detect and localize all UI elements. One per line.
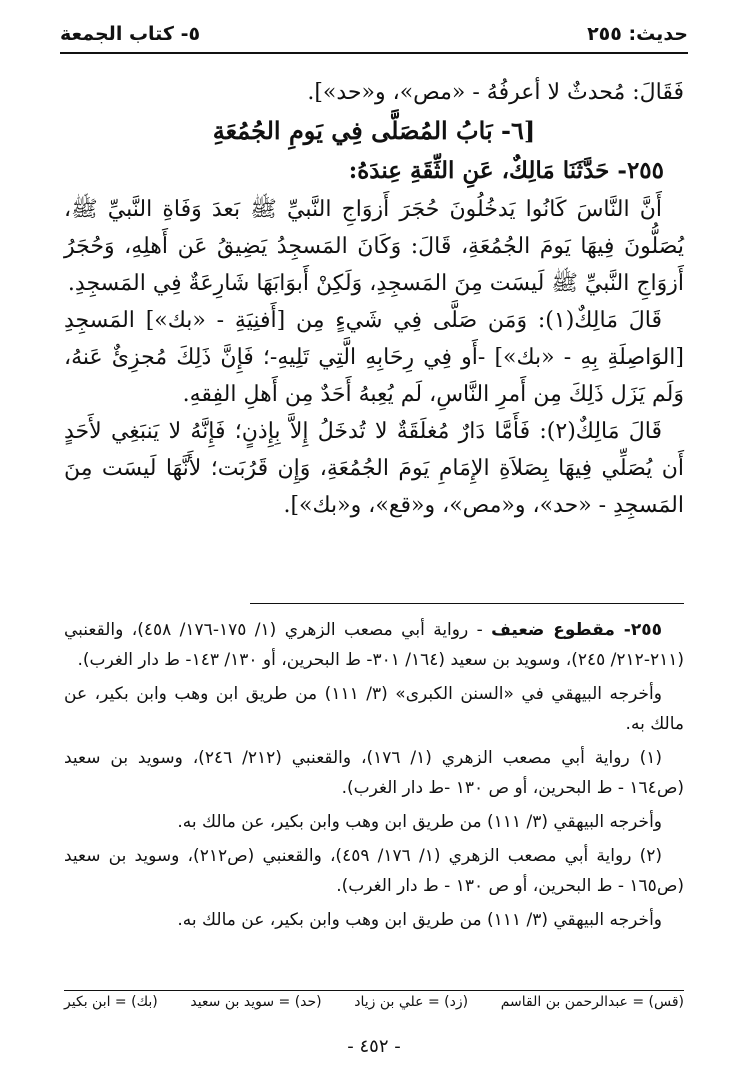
abbreviation-item: (بك) = ابن بكير [64, 994, 158, 1010]
abbreviation-rule [64, 990, 684, 991]
footnote-bayhaqi-1: وأخرجه البيهقي في «السنن الكبرى» (٣/ ١١١) من طريق ابن وهب وابن بكير، عن مالك به. [64, 684, 684, 734]
footnotes [64, 615, 684, 939]
page-number: - ٤٥٢ - [347, 1036, 401, 1057]
main-text [64, 74, 684, 524]
footnote-1: (١) رواية أبي مصعب الزهري (١/ ١٧٦)، والقعنبي (٢١٢/ ٢٤٦)، وسويد بن سعيد (ص١٦٤ - ط البحرين، أو ص ١٣٠ -ط دار الغرب). [64, 748, 684, 798]
footnote-bayhaqi-2: وأخرجه البيهقي (٣/ ١١١) من طريق ابن وهب وابن بكير، عن مالك به. [177, 812, 662, 832]
footnote-rule [250, 603, 684, 604]
malik-comment-1: قَالَ مَالِكٌ(١): وَمَن صَلَّى فِي شَيءٍ مِن [أَفنِيَةِ - «بك»] المَسجِدِ [الوَاصِلَةِ بِهِ - «بك»] -أَو فِي رِحَابِهِ الَّتِي تَلِيهِ-؛ فَإِنَّ ذَلِكَ مُجزِئٌ عَنهُ، وَلَم يَزَل ذَلِكَ مِن أَمرِ النَّاسِ، لَم يُعِبهُ أَحَدٌ مِن أَهلِ الفِقهِ. [64, 308, 684, 407]
book-title-header: ٥- كتاب الجمعة [60, 23, 201, 45]
chapter-heading: [٦- بَابُ المُصَلَّى فِي يَومِ الجُمُعَةِ [212, 116, 536, 145]
malik-comment-2: قَالَ مَالِكٌ(٢): فَأَمَّا دَارٌ مُغلَقَةٌ لا تُدخَلُ إِلاَّ بِإِذنٍ؛ فَإِنَّهُ لا يَنبَغِي لأَحَدٍ أَن يُصَلِّي فِيهَا بِصَلاَةِ الإِمَامِ يَومَ الجُمُعَةِ، وَإِن قَرُبَت؛ لأَنَّهَا لَيسَت مِنَ المَسجِدِ - «حد»، و«مص»، و«قع»، و«بك»]. [64, 419, 684, 518]
abbreviation-item: (زد) = علي بن زياد [354, 994, 469, 1010]
footnote-takhrij [64, 615, 684, 675]
takhrij-grade: ٢٥٥- مقطوع ضعيف [491, 620, 662, 640]
takhrij-sources: - رواية أبي مصعب الزهري (١/ ١٧٥-١٧٦/ ٤٥٨)، والقعنبي (٢١١-٢١٢/ ٢٤٥)، وسويد بن سعيد (١٦٤/ ٣٠١- ط البحرين، أو ١٣٠/ ١٤٣- ط دار الغرب). [64, 620, 684, 670]
running-header [60, 18, 688, 50]
hadith-number-header: حديث: ٢٥٥ [587, 23, 688, 45]
abbreviation-item: (قس) = عبدالرحمن بن القاسم [500, 994, 684, 1010]
abbreviation-item: (حد) = سويد بن سعيد [190, 994, 322, 1010]
paragraph-1: فَقَالَ: مُحدثٌ لا أعرفُهُ - «مص»، و«حد»]. [307, 80, 684, 105]
footnote-2: (٢) رواية أبي مصعب الزهري (١/ ١٧٦/ ٤٥٩)، والقعنبي (ص٢١٢)، وسويد بن سعيد (ص١٦٥ - ط البحرين، أو ص ١٣٠ - ط دار الغرب). [64, 846, 684, 896]
abbreviation-key [64, 994, 684, 1010]
hadith-text: أَنَّ النَّاسَ كَانُوا يَدخُلُونَ حُجَرَ أَزوَاجِ النَّبيِّ ﷺ بَعدَ وَفَاةِ النَّبيِّ ﷺ، يُصَلُّونَ فِيهَا يَومَ الجُمُعَةِ، قَالَ: وَكَانَ المَسجِدُ يَضِيقُ عَن أَهلِهِ، وَحُجَرُ أَزوَاجِ النَّبيِّ ﷺ لَيسَت مِنَ المَسجِدِ، وَلَكِنْ أَبوَابَهَا شَارِعَةٌ فِي المَسجِدِ. [64, 197, 684, 296]
hadith-heading: ٢٥٥- حَدَّثَنَا مَالِكٌ، عَنِ الثِّقَةِ عِندَهُ: [348, 157, 664, 184]
footnote-bayhaqi-3: وأخرجه البيهقي (٣/ ١١١) من طريق ابن وهب وابن بكير، عن مالك به. [177, 910, 662, 930]
header-rule [60, 52, 688, 54]
